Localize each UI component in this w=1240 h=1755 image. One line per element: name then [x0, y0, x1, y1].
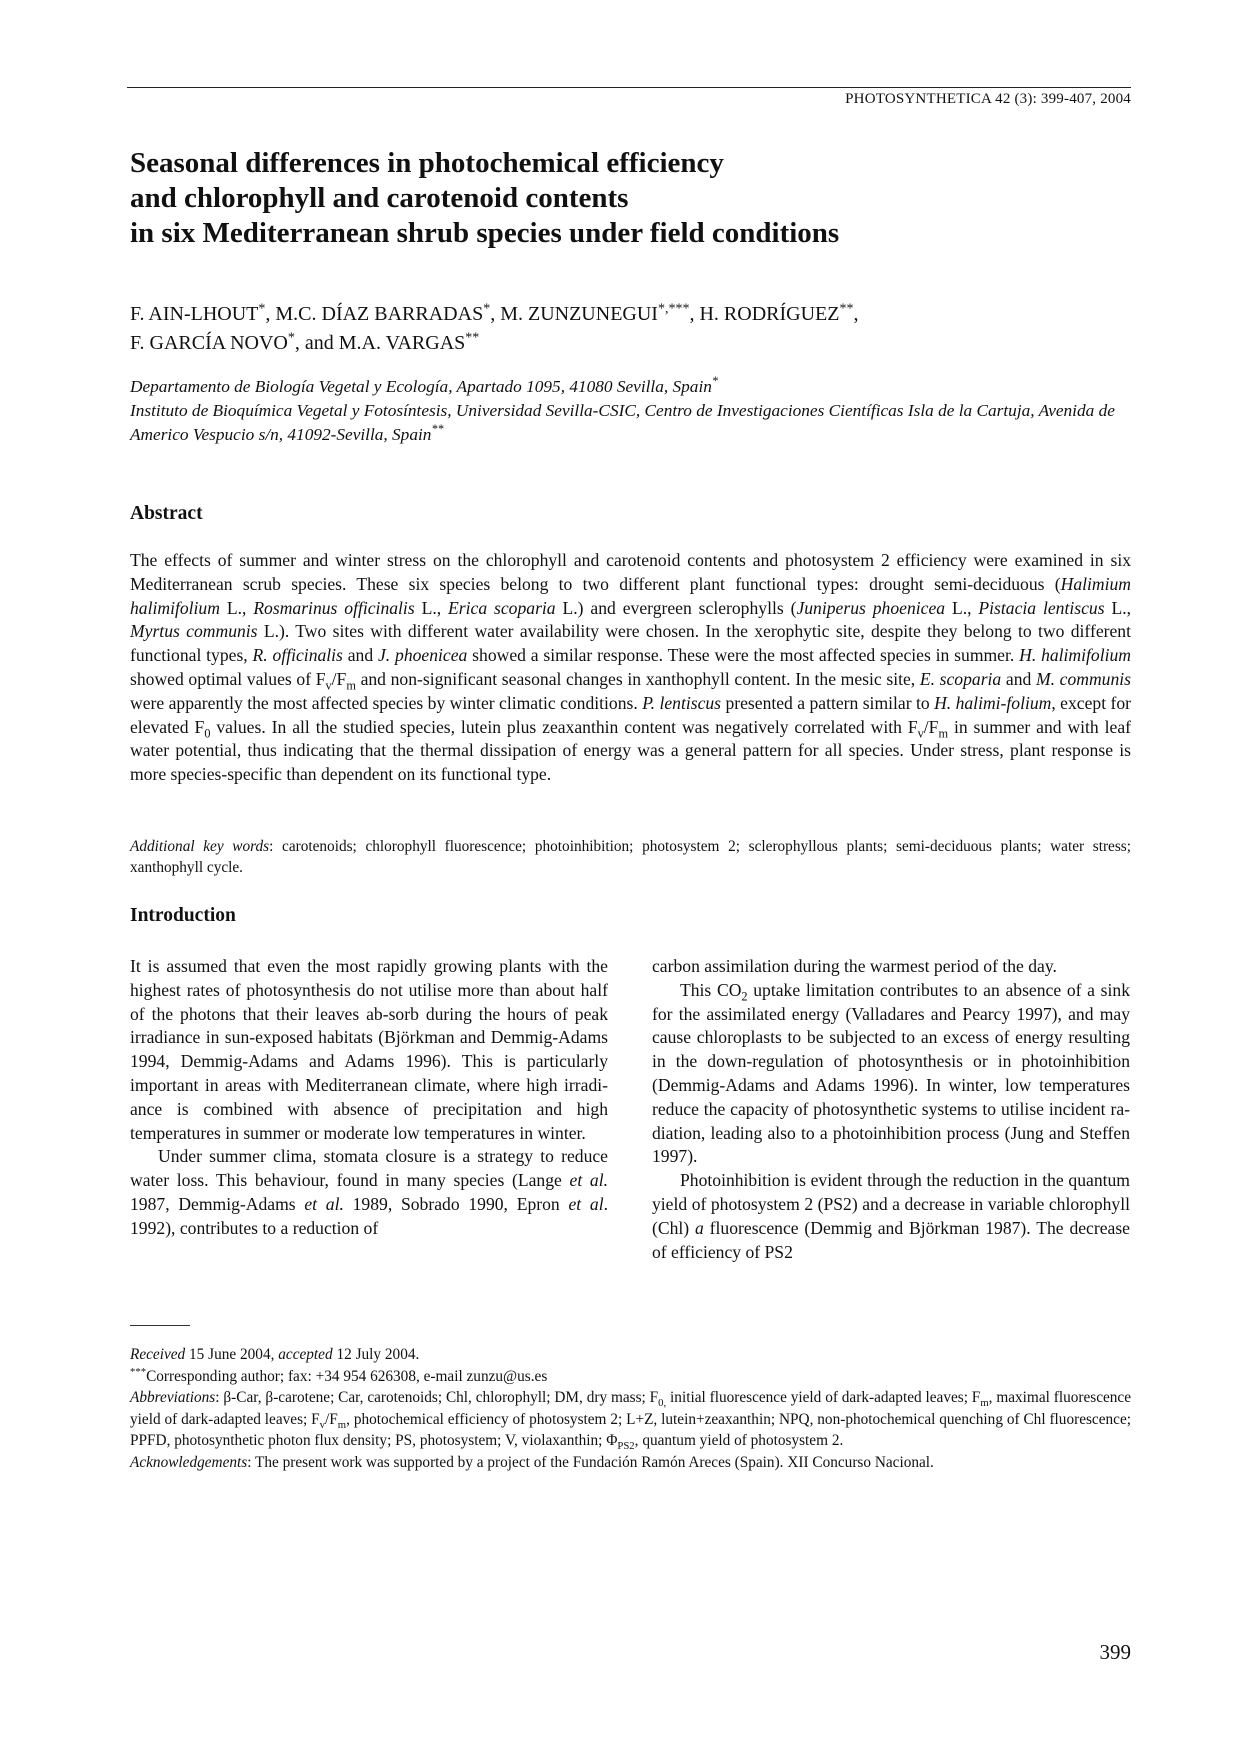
key-words: Additional key words: carotenoids; chlorophyll fluorescence; photoinhibition; photosystem 2; sclerophyllous plants; semi-deciduous plants; water stress; xanthophyll cycle. [130, 838, 1131, 876]
acknowledgements-note: Acknowledgements: The present work was supported by a project of the Fundación Ramón Areces (Spain). XII Concurso Nacional. [130, 1453, 934, 1471]
abstract-heading: Abstract [130, 503, 203, 524]
affiliation-1: Departamento de Biología Vegetal y Ecología, Apartado 1095, 41080 Sevilla, Spain* [130, 374, 718, 396]
affiliations [130, 375, 1131, 447]
intro-paragraph-5: Photoinhibition is evident through the reduction in the quantum yield of photosystem 2 (PS2) and a decrease in variable chlorophyll (Chl) a fluorescence (Demmig and Björkman 1987). The decrease of efficiency of PS2 [652, 1170, 1130, 1262]
author-line-1: F. AIN-LHOUT*, M.C. DÍAZ BARRADAS*, M. ZUNZUNEGUI*,***, H. RODRÍGUEZ**, [130, 301, 859, 325]
article-title [130, 146, 1130, 251]
intro-paragraph-1: It is assumed that even the most rapidly growing plants with the highest rates of photosynthesis do not utilise more than about half of the photons that their leaves ab-sorb during the hours of peak irradiance in sun-exposed habitats (Björkman and Demmig-Adams 1994, Demmig-Adams and Adams 1996). This is particularly important in areas with Mediterranean climate, where high irradi-ance is combined with absence of precipitation and high temperatures in summer or moderate low temperatures in winter. [130, 956, 608, 1143]
footnote-rule [130, 1325, 190, 1326]
header-rule [127, 87, 1131, 88]
affiliation-2: Instituto de Bioquímica Vegetal y Fotosíntesis, Universidad Sevilla-CSIC, Centro de Investigaciones Científicas Isla de la Cartuja, Avenida de Americo Vespucio s/n, 41092-Sevilla, Spain** [130, 401, 1115, 444]
journal-citation: PHOTOSYNTHETICA 42 (3): 399-407, 2004 [845, 91, 1131, 107]
intro-paragraph-2: Under summer clima, stomata closure is a strategy to reduce water loss. This behaviour, found in many species (Lange et al. 1987, Demmig-Adams et al. 1989, Sobrado 1990, Epron et al. 1992), contributes to a reduction of [130, 1146, 608, 1238]
corresponding-author-note: ***Corresponding author; fax: +34 954 626308, e-mail zunzu@us.es [130, 1365, 548, 1385]
intro-left-column [130, 955, 608, 1241]
author-line-2: F. GARCÍA NOVO*, and M.A. VARGAS** [130, 330, 480, 354]
title-line-1: Seasonal differences in photochemical efficiency [130, 147, 724, 179]
title-line-2: and chlorophyll and carotenoid contents [130, 182, 629, 214]
intro-paragraph-4: This $CO_2$ uptake limitation contributes to an absence of a sink for the assimilated energy (Valladares and Pearcy 1997), and may cause chloroplasts to be subjected to an excess of energy resulting in the down-regulation of photosynthesis or in photoinhibition (Demmig-Adams and Adams 1996). In winter, low temperatures reduce the capacity of photosynthetic systems to utilise incident ra-diation, leading also to a photoinhibition process (Jung and Steffen 1997). [652, 979, 1130, 1167]
footnotes [130, 1344, 1131, 1473]
title-line-3: in six Mediterranean shrub species under field conditions [130, 217, 840, 249]
intro-paragraph-3: carbon assimilation during the warmest period of the day. [652, 956, 1057, 976]
key-words-label: Additional key words [130, 838, 270, 855]
author-list [130, 300, 1130, 358]
abstract-body: The effects of summer and winter stress on the chlorophyll and carotenoid contents and photosystem 2 efficiency were examined in six Mediterranean scrub species. These six species belong to two different plant functional types: drought semi-deciduous (Halimium halimifolium L., Rosmarinus officinalis L., Erica scoparia L.) and evergreen sclerophylls (Juniperus phoenicea L., Pistacia lentiscus L., Myrtus communis L.). Two sites with different water availability were chosen. In the xerophytic site, despite they belong to two different functional types, R. officinalis and J. phoenicea showed a similar response. These were the most affected species in summer. H. halimifolium showed optimal values of $F_v/F_m$ and non-significant seasonal changes in xanthophyll content. In the mesic site, E. scoparia and M. communis were apparently the most affected species by winter climatic conditions. P. lentiscus presented a pattern similar to H. halimi-folium, except for elevated $F_0$ values. In all the studied species, lutein plus zeaxanthin content was negatively correlated with $F_v/F_m$ in summer and with leaf water potential, thus indicating that the thermal dissipation of energy was a general pattern for all species. Under stress, plant response is more species-specific than dependent on its functional type. [130, 550, 1132, 785]
received-note: Received 15 June 2004, accepted 12 July 2004. [130, 1346, 420, 1363]
introduction-heading: Introduction [130, 905, 236, 926]
page-number: 399 [1099, 1640, 1131, 1664]
abbreviations-note: Abbreviations: β-Car, β-carotene; Car, carotenoids; Chl, chlorophyll; DM, dry mass; $F_{0,}$ initial fluorescence yield of dark-adapted leaves; $F_m$, maximal fluorescence yield of dark-adapted leaves; $F_v/F_m$, photochemical efficiency of photosystem 2; L+Z, lutein+zeaxanthin; NPQ, non-photochemical quenching of Chl fluorescence; PPFD, photosynthetic photon flux density; PS, photosystem; V, violaxanthin; $\Phi_{PS2}$, quantum yield of photosystem 2. [130, 1389, 1132, 1453]
intro-right-column [652, 955, 1130, 1264]
